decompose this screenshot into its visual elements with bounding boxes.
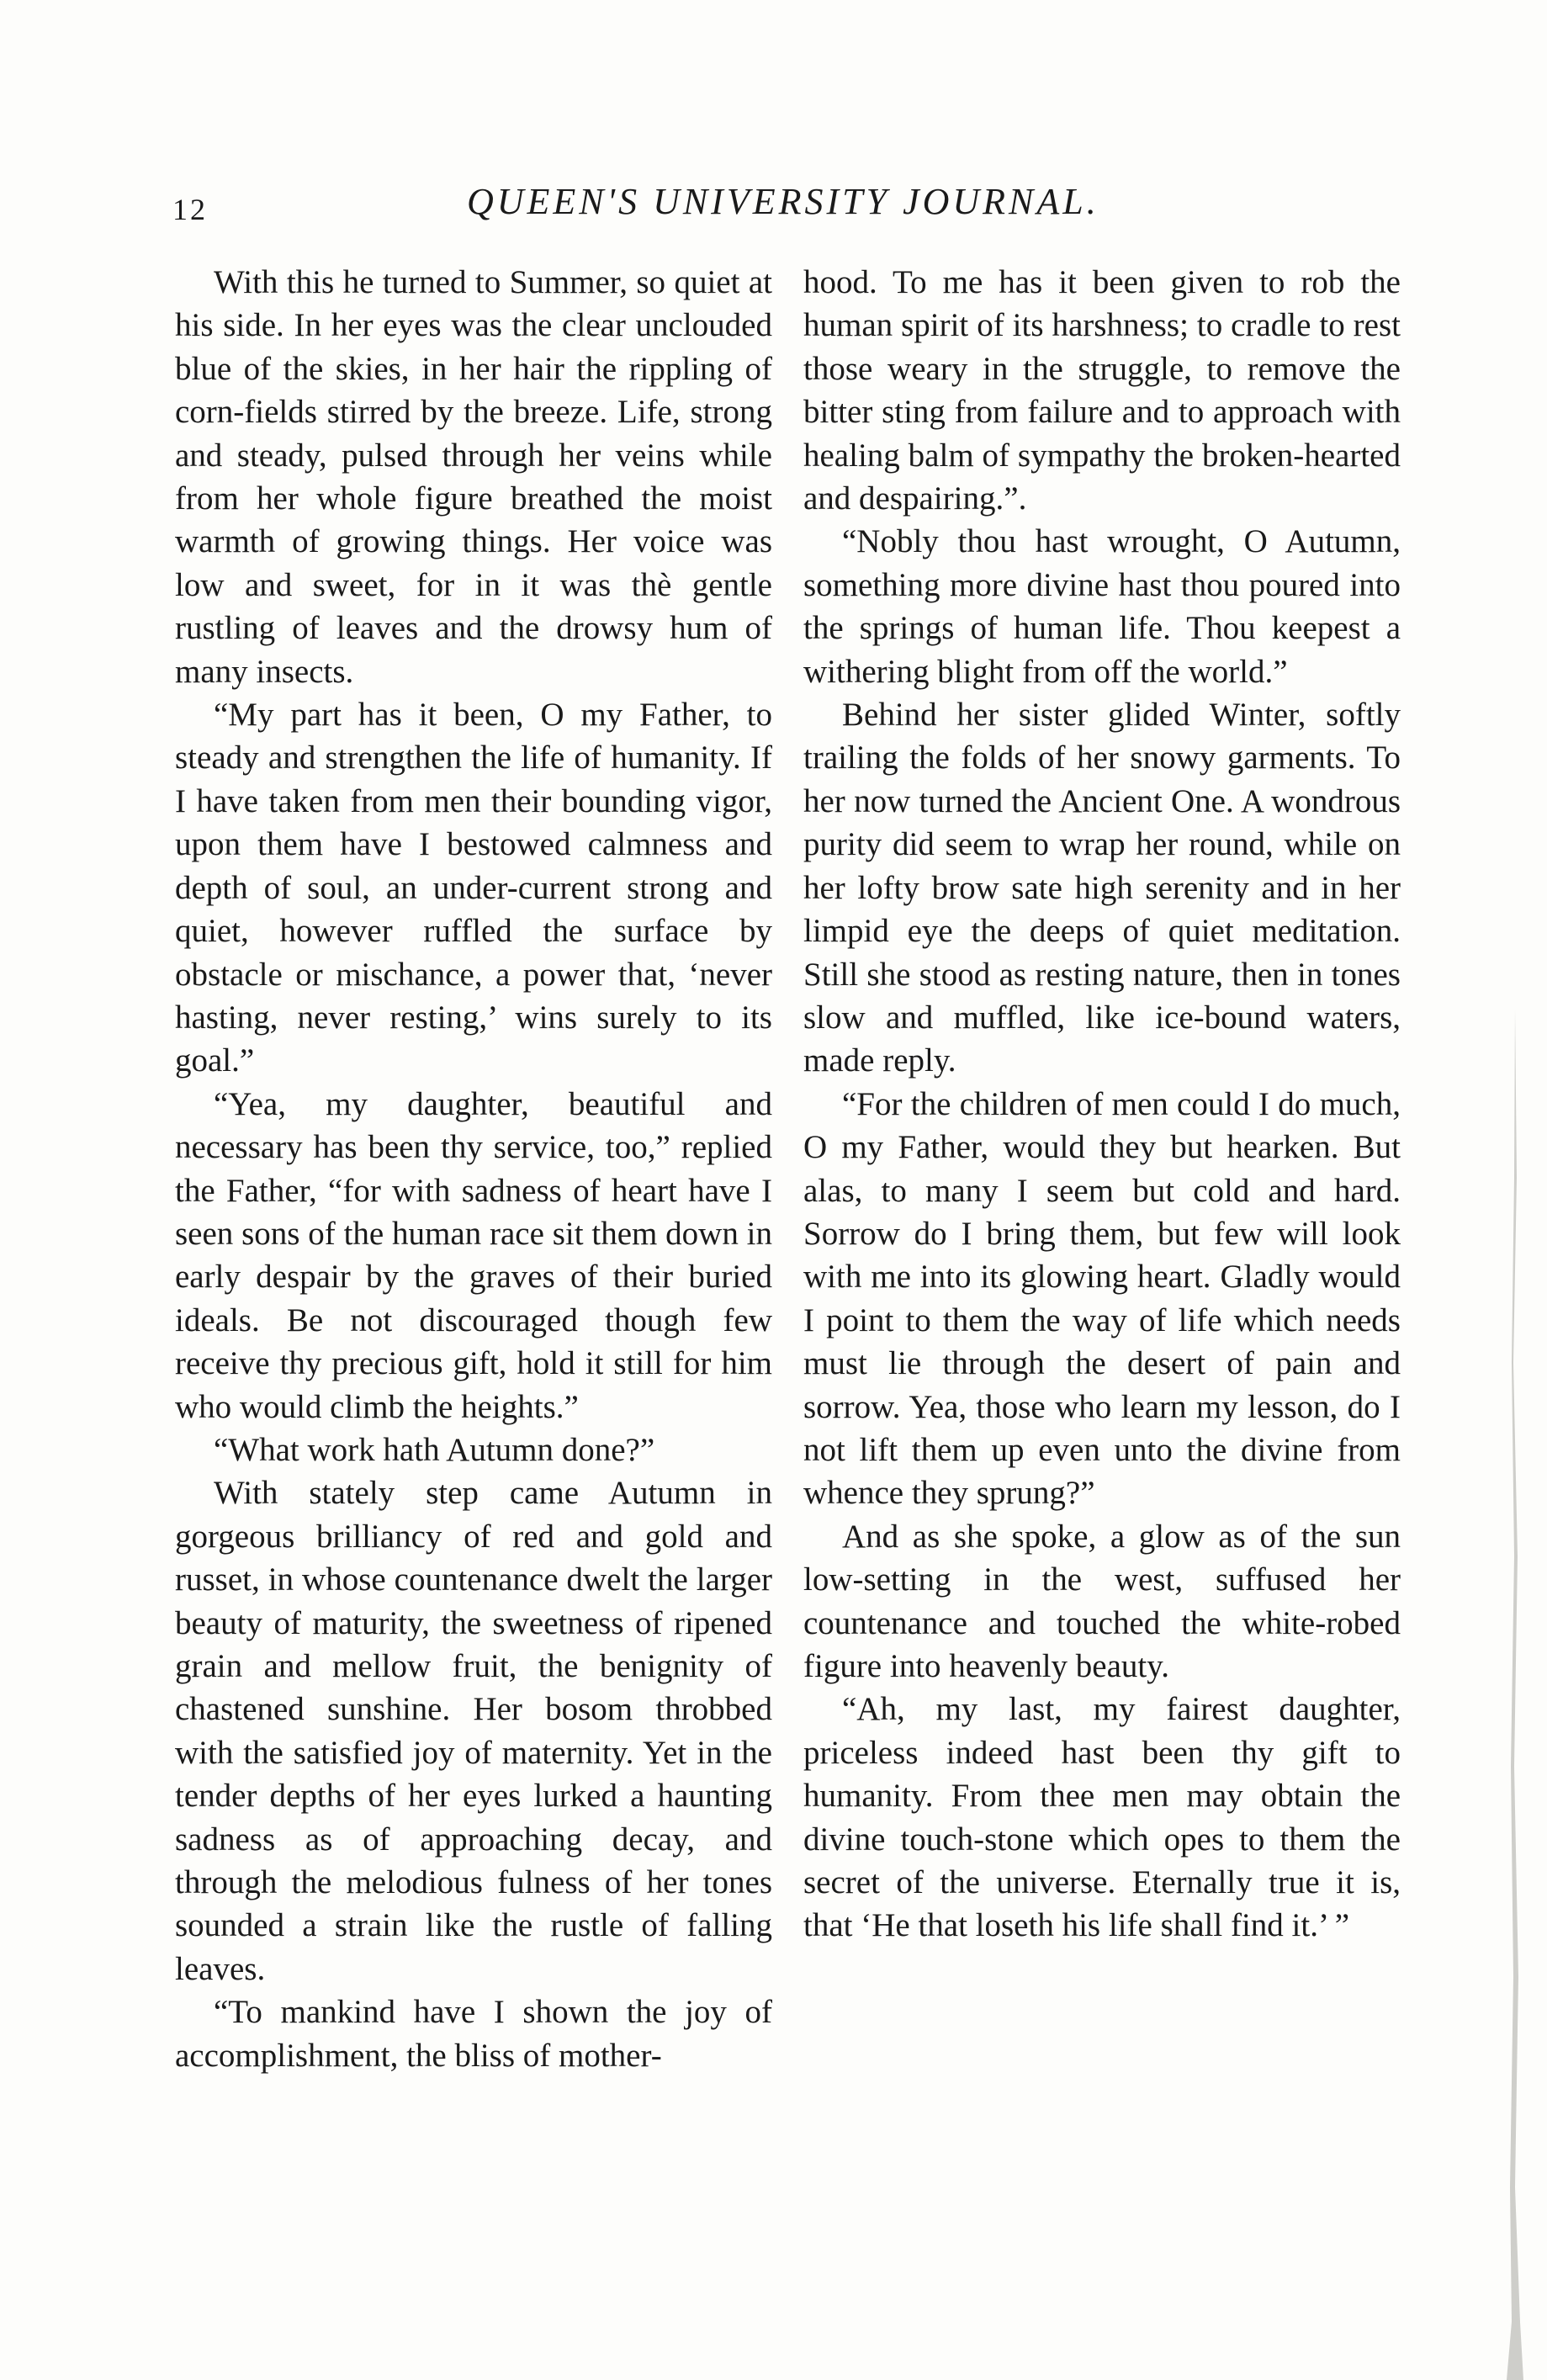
paragraph-autumn-description: With stately step came Autumn in gorgeous brilliancy of red and gold and russet, in whose countenance dwelt the larger beauty of maturity, the sweetness of ripened grain and mellow fruit, the benignity of chastened sunshine. Her bosom throbbed with the satisfied joy of maternity. Yet in the tender depths of her eyes lurked a haunting sadness as of approaching decay, and through the melodious fulness of her tones sounded a strain like the rustle of falling leaves. bbox=[175, 1475, 772, 1987]
paragraph-father-to-winter: “Ah, my last, my fairest daughter, priceless indeed hast been thy gift to humanity. From thee men may obtain the divine touch-stone which opes to them the secret of the universe. Eternally true it is, that ‘He that loseth his life shall find it.’ ” bbox=[803, 1691, 1401, 1944]
paragraph-winter-description: Behind her sister glided Winter, softly trailing the folds of her snowy garments. To her now turned the Ancient One. A wondrous purity did seem to wrap her round, while on her lofty brow sate high serenity and in her limpid eye the deeps of quiet meditation. Still she stood as resting nature, then in tones slow and muffled, like ice-bound waters, made reply. bbox=[803, 697, 1401, 1079]
paragraph-glow: And as she spoke, a glow as of the sun low-setting in the west, suffused her countenance and touched the white-robed figure into heavenly beauty. bbox=[803, 1518, 1401, 1684]
page-number: 12 bbox=[172, 193, 208, 226]
paragraph-winter-speech: “For the children of men could I do much, O my Father, would they but hearken. But alas, to many I seem but cold and hard. Sorrow do I bring them, but few will look with me into its glowing heart. Gladly would I point to them the way of life which needs must lie through the desert of pain and sorrow. Yea, those who learn my lesson, do I not lift them up even unto the divine from whence they sprung?” bbox=[803, 1085, 1401, 1512]
paragraph-father-to-autumn: “Nobly thou hast wrought, O Autumn, something more divine hast thou poured into the springs of human life. Thou keepest a withering blight from off the world.” bbox=[803, 523, 1401, 690]
left-column bbox=[175, 261, 772, 2077]
scan-edge-artifact bbox=[1498, 1010, 1532, 2380]
paragraph-autumn-speech-end: hood. To me has it been given to rob the human spirit of its harshness; to cradle to rest those weary in the struggle, to remove the bitter sting from failure and to approach with healing balm of sympathy the broken-hearted and despairing.”. bbox=[803, 264, 1401, 517]
running-head-title: QUEEN'S UNIVERSITY JOURNAL. bbox=[467, 181, 1099, 222]
right-column bbox=[803, 261, 1401, 1948]
paragraph-autumn-question: “What work hath Autumn done?” bbox=[214, 1431, 655, 1468]
paragraph-summer-speech: “My part has it been, O my Father, to steady and strengthen the life of humanity. If I have taken from men their bounding vigor, upon them have I bestowed calmness and depth of soul, an under-current strong and quiet, however ruffled the surface by obstacle or mischance, a power that, ‘never hasting, never resting,’ wins surely to its goal.” bbox=[175, 697, 772, 1079]
paragraph-autumn-speech-start: “To mankind have I shown the joy of accomplishment, the bliss of mother- bbox=[175, 1994, 772, 2074]
paragraph-father-reply: “Yea, my daughter, beautiful and necessary has been thy service, too,” replied the Father, “for with sadness of heart have I seen sons of the human race sit them down in early despair by the graves of their buried ideals. Be not discouraged though few receive thy precious gift, hold it still for him who would climb the heights.” bbox=[175, 1085, 772, 1425]
paragraph-summer-description: With this he turned to Summer, so quiet at his side. In her eyes was the clear unclouded blue of the skies, in her hair the rippling of corn-fields stirred by the breeze. Life, strong and steady, pulsed through her veins while from her whole figure breathed the moist warmth of growing things. Her voice was low and sweet, for in it was thè gentle rustling of leaves and the drowsy hum of many insects. bbox=[175, 264, 772, 690]
